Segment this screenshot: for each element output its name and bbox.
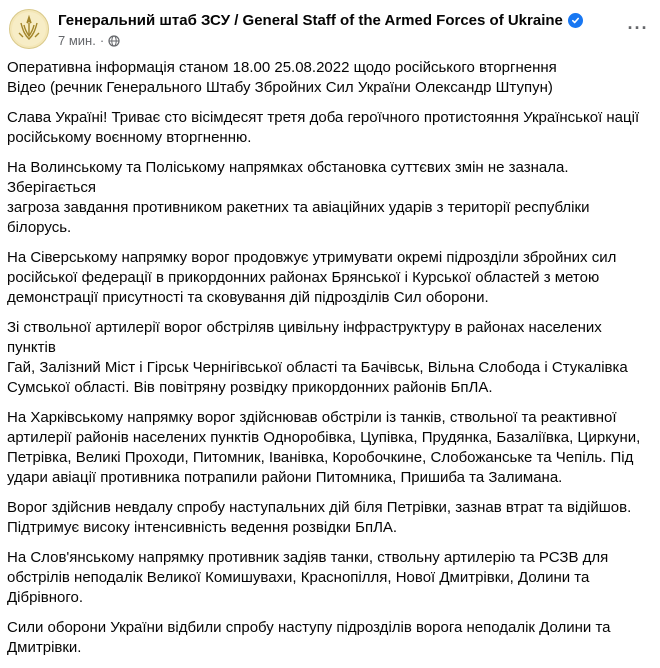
post-paragraph: Сили оборони України відбили спробу наступу підрозділів ворога неподалік Долини та Дмитрівки. [7,619,611,656]
post-meta [58,33,120,48]
more-options-button[interactable]: ··· [627,17,649,38]
post-paragraph: На Волинському та Поліському напрямках обстановка суттєвих змін не зазнала. Зберігається загроза завдання противником ракетних та авіаційних ударів з території республіки білорусь. [7,159,590,236]
post-paragraph: Оперативна інформація станом 18.00 25.08.2022 щодо російського вторгнення Відео (речник Генерального Штабу Збройних Сил України Олександр Штупун) [7,59,557,96]
author-row [58,12,583,29]
post-paragraph: На Харківському напрямку ворог здійснював обстріли із танків, ствольної та реактивної артилерії районів населених пунктів Одноробівка, Цупівка, Прудянка, Базаліївка, Циркуни, Петрівка, Великі Проходи, Питомник, Іванівка, Коробочкине, Слобожанське та Чепіль. Під удари авіації противника потрапили райони Питомника, Пришиба та Залимана. [7,409,641,486]
meta-separator: · [99,33,105,48]
globe-icon [108,35,120,47]
post-body [7,58,652,668]
post-paragraph: Ворог здійснив невдалу спробу наступальних дій біля Петрівки, зазнав втрат та відійшов. Підтримує високу інтенсивність ведення розвідки БпЛА. [7,499,632,536]
emblem-icon [11,11,47,47]
post-time[interactable]: 7 мин. [58,33,96,48]
post-paragraph: Слава Україні! Триває сто вісімдесят третя доба героїчного протистояння Української нації російському воєнному вторгненню. [7,109,640,146]
post-paragraph: Зі ствольної артилерії ворог обстріляв цивільну інфраструктуру в районах населених пунктів Гай, Залізний Міст і Гірськ Чернігівської області та Бачівськ, Вільна Слобода і Стукалівка Сумської області. Вів повітряну розвідку прикордонних районів БпЛА. [7,319,628,396]
verified-badge-icon [568,13,583,28]
page-avatar[interactable] [9,9,49,49]
post-paragraph: На Слов'янському напрямку противник задіяв танки, ствольну артилерію та РСЗВ для обстрілів неподалік Великої Комишувахи, Краснопілля, Нової Дмитрівки, Долини та Дібрівного. [7,549,609,606]
author-name[interactable]: Генеральний штаб ЗСУ / General Staff of the Armed Forces of Ukraine [58,12,563,29]
post-header [0,0,660,58]
post-paragraph: На Сіверському напрямку ворог продовжує утримувати окремі підрозділи збройних сил російської федерації в прикордонних районах Брянської і Курської областей з метою демонстрації присутності та сковування дій підрозділів Сил оборони. [7,249,617,306]
